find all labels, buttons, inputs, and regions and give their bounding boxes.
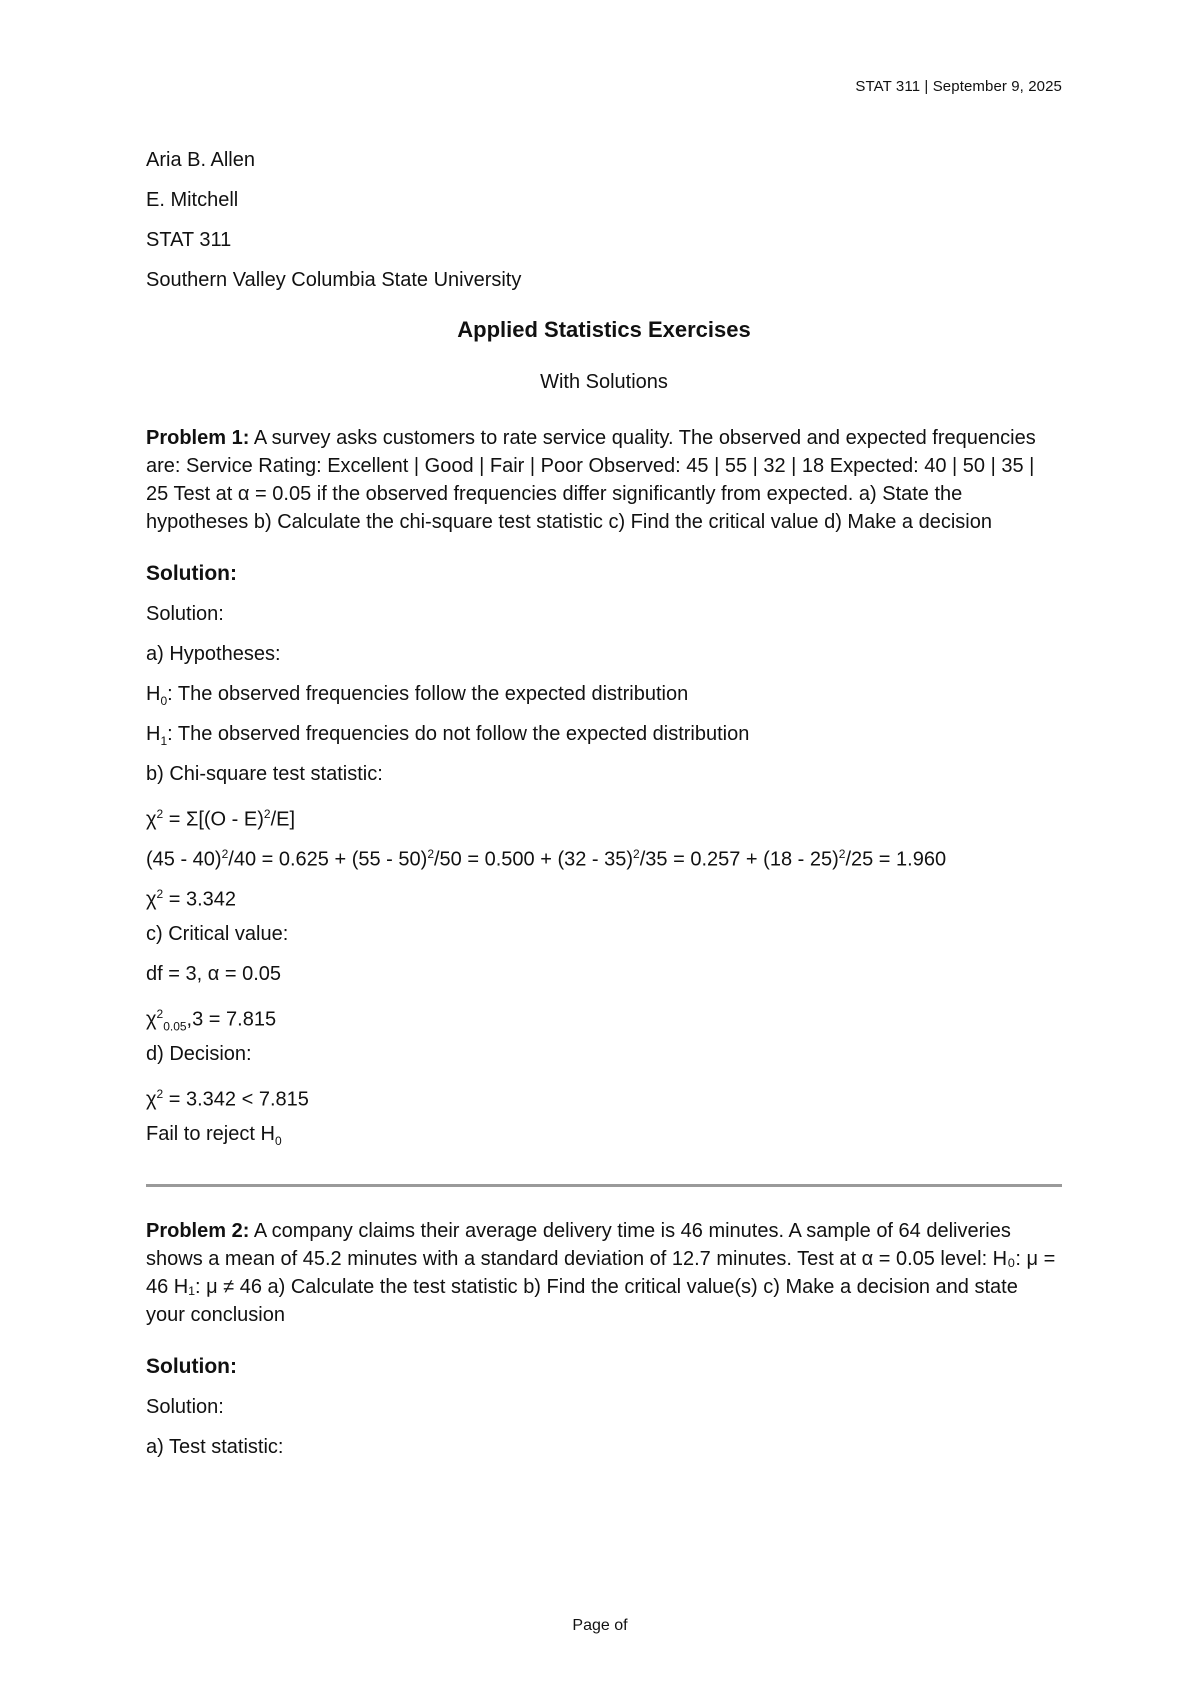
critical-value: $\chi^2_{0.05},3 = 7.815$	[146, 1007, 277, 1034]
institution-name: Southern Valley Columbia State University	[146, 269, 522, 291]
solution-line: Solution:	[146, 1396, 224, 1418]
chi-square-result: $\chi^2 = 3.342$	[146, 887, 237, 911]
degrees-of-freedom: df = 3, α = 0.05	[146, 963, 281, 985]
instructor-name: E. Mitchell	[146, 189, 239, 211]
of-label: of	[614, 1617, 628, 1634]
chi-square-formula: $\chi^2 = \Sigma[(O - E)^2/E]$	[146, 807, 296, 831]
problem-1-statement	[146, 424, 1062, 536]
problem-1-label: Problem 1:	[146, 427, 250, 449]
solution-line: Solution:	[146, 603, 224, 625]
author-name: Aria B. Allen	[146, 149, 255, 171]
header-course: STAT 311	[855, 78, 921, 95]
page-header	[855, 78, 1062, 95]
decision-conclusion: Fail to reject $H_0$	[146, 1123, 282, 1148]
problem-1-solution-heading: Solution:	[146, 562, 237, 585]
page-footer	[0, 1617, 1200, 1635]
test-statistic-label: a) Test statistic:	[146, 1436, 284, 1458]
hypotheses-label: a) Hypotheses:	[146, 643, 281, 665]
critical-value-label: c) Critical value:	[146, 923, 289, 945]
page-label: Page	[572, 1617, 610, 1634]
problem-2-label: Problem 2:	[146, 1220, 250, 1242]
author-block	[146, 140, 1062, 300]
alt-hypothesis: $H_1$: The observed frequencies do not follow the expected distribution	[146, 723, 750, 748]
chi-square-calculation: (45 - 40)$^2$/40 = 0.625 + (55 - 50)$^2$/50 = 0.500 + (32 - 35)$^2$/35 = 0.257 + (18 - 25)$^2$/25 = 1.960	[146, 847, 947, 871]
problem-1-solution	[146, 594, 1062, 1154]
problem-2-solution-heading: Solution:	[146, 1355, 237, 1378]
document-subtitle: With Solutions	[540, 371, 668, 393]
header-date: September 9, 2025	[932, 78, 1062, 95]
section-divider	[146, 1184, 1062, 1187]
document-body	[146, 140, 1062, 1467]
decision-comparison: $\chi^2 = 3.342 < 7.815$	[146, 1087, 309, 1111]
test-statistic-label: b) Chi-square test statistic:	[146, 763, 383, 785]
problem-2-solution	[146, 1387, 1062, 1467]
null-hypothesis: $H_0$: The observed frequencies follow the expected distribution	[146, 683, 689, 708]
decision-label: d) Decision:	[146, 1043, 252, 1065]
header-separator: |	[924, 78, 929, 95]
problem-2-statement	[146, 1217, 1062, 1329]
course-name: STAT 311	[146, 229, 232, 251]
document-title: Applied Statistics Exercises	[457, 317, 751, 342]
problem-2-text: A company claims their average delivery time is 46 minutes. A sample of 64 deliveries shows a mean of 45.2 minutes with a standard deviation of 12.7 minutes. Test at α = 0.05 level: H₀: μ = 46 H₁: μ ≠ 46 a) Calculate the test statistic b) Find the critical value(s) c) Make a decision and state your conclusion	[146, 1220, 1056, 1326]
problem-1-text: A survey asks customers to rate service quality. The observed and expected frequencies are: Service Rating: Excellent | Good | Fair | Poor Observed: 45 | 55 | 32 | 18 Expected: 40 | 50 | 35 | 25 Test at α = 0.05 if the observed frequencies differ significantly from expected. a) State the hypotheses b) Calculate the chi-square test statistic c) Find the critical value d) Make a decision	[146, 427, 1036, 533]
